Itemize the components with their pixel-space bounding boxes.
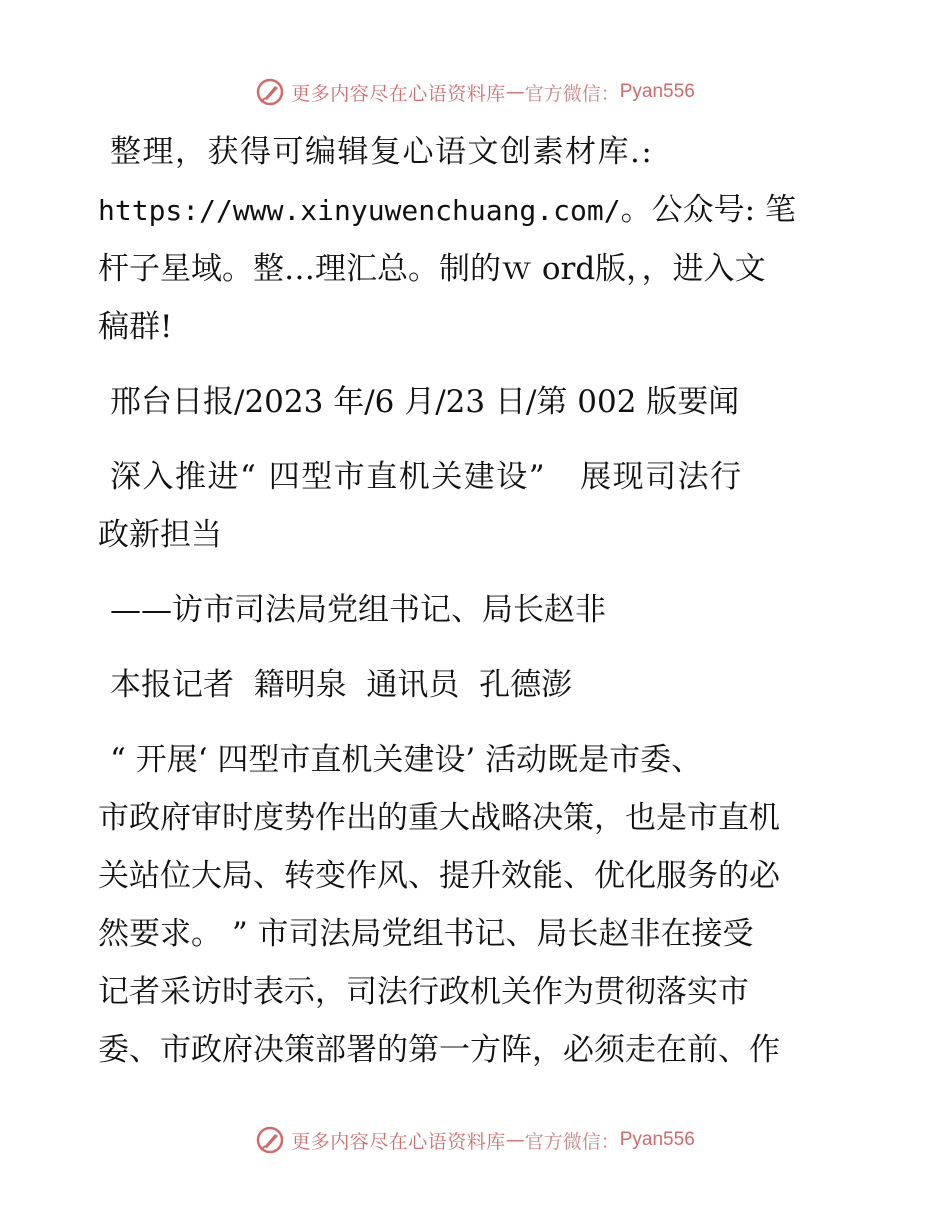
body-line-6: 委、市政府决策部署的第一方阵，必须走在前、作 — [98, 1032, 780, 1068]
body-line-4: 然要求。 ” 市司法局党组书记、局长赵非在接受 — [98, 916, 754, 952]
body-line-1: “ 开展‘ 四型市直机关建设’ 活动既是市委、 — [110, 742, 703, 778]
watermark-separator: — — [505, 1129, 525, 1151]
intro-line-3: 杆子星域。整…理汇总。制的ｗ ord版，，进入文 — [98, 251, 766, 287]
document-body — [98, 123, 858, 1079]
intro-line-4: 稿群! — [98, 309, 173, 345]
watermark-label: 官方微信： — [524, 1130, 620, 1153]
watermark-text: 更多内容尽在心语资料库 — [291, 82, 506, 105]
source-line: 邢台日报/2023 年/6 月/23 日/第 002 版要闻 — [110, 384, 740, 420]
subtitle: ——访市司法局党组书记、局长赵非 — [110, 592, 606, 628]
headline-line-2: 政新担当 — [98, 517, 222, 553]
watermark-text: 更多内容尽在心语资料库 — [291, 1130, 506, 1153]
quill-logo-icon — [255, 77, 285, 107]
intro-line-1: 整理，获得可编辑复心语文创素材库.: — [110, 134, 654, 170]
watermark-wechat-id: Pyan556 — [619, 1129, 695, 1150]
byline: 本报记者 籍明泉 通讯员 孔德澎 — [110, 667, 573, 703]
watermark-label: 官方微信： — [524, 82, 620, 105]
headline-line-1: 深入推进“ 四型市直机关建设” 展现司法行 — [110, 459, 743, 495]
body-line-5: 记者采访时表示，司法行政机关作为贯彻落实市 — [98, 974, 749, 1010]
body-line-3: 关站位大局、转变作风、提升效能、优化服务的必 — [98, 858, 780, 894]
watermark-footer — [0, 1120, 950, 1160]
watermark-header — [0, 72, 950, 112]
watermark-wechat-id: Pyan556 — [619, 81, 695, 102]
intro-line-2-rest: 。公众号: 笔 — [620, 192, 796, 228]
intro-line-2 — [98, 181, 858, 240]
watermark-separator: — — [505, 81, 525, 103]
website-link[interactable]: https://www.xinyuwenchuang.com/ — [98, 194, 621, 227]
body-line-2: 市政府审时度势作出的重大战略决策，也是市直机 — [98, 800, 780, 836]
quill-logo-icon — [255, 1125, 285, 1155]
